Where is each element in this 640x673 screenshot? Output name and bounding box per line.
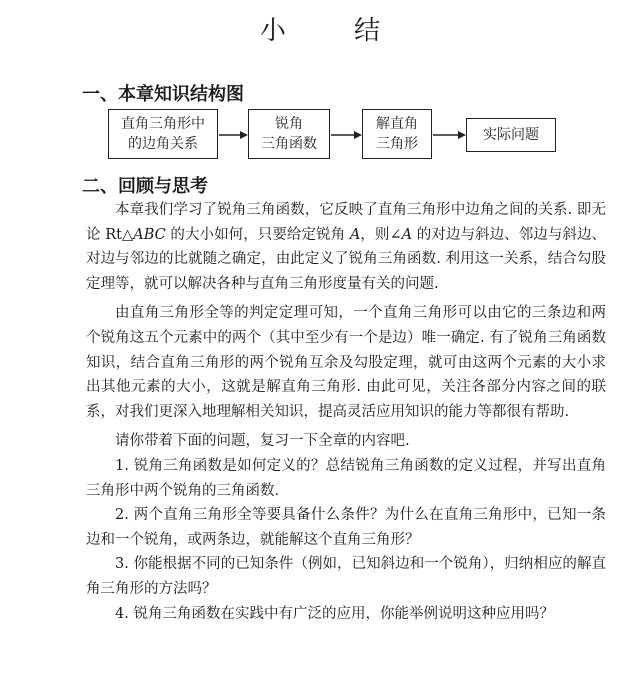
question-item: 2. 两个直角三角形全等要具备什么条件？为什么在直角三角形中，已知一条边和一个锐角，或两条边，就能解这个直角三角形？ bbox=[86, 507, 606, 548]
flow-box-line: 解直角 bbox=[376, 116, 418, 132]
flow-box-line: 直角三角形中 bbox=[121, 116, 205, 132]
math-angle-a: A bbox=[401, 226, 413, 243]
flow-box-line: 三角形 bbox=[376, 136, 418, 152]
flow-arrow bbox=[433, 130, 466, 140]
paragraph-intro bbox=[86, 198, 606, 296]
section-heading-review: 二、回顾与思考 bbox=[82, 176, 208, 197]
flow-arrow bbox=[331, 130, 362, 140]
knowledge-structure-diagram bbox=[0, 106, 640, 162]
question-item: 4. 锐角三角函数在实践中有广泛的应用，你能举例说明这种应用吗？ bbox=[115, 605, 554, 622]
flow-box-edge-angle-relation bbox=[108, 109, 218, 159]
flow-box-line: 三角函数 bbox=[261, 136, 317, 152]
flow-box-line: 的边角关系 bbox=[128, 136, 198, 152]
paragraph-congruence: 由直角三角形全等的判定定理可知，一个直角三角形可以由它的三条边和两个锐角这五个元素中的两个（其中至少有一个是边）唯一确定. 有了锐角三角函数知识，结合直角三角形的两个锐角互余及勾股定理，就可由这两个元素的大小求出其他元素的大小，这就是解直角三角形. 由此可见，关注各部分内容之间的联系，对我们更深入地理解相关知识，提高灵活应用知识的能力等都很有帮助. bbox=[86, 305, 606, 420]
flow-arrow bbox=[219, 130, 248, 140]
section-heading-structure-chart: 一、本章知识结构图 bbox=[82, 84, 244, 105]
flow-box-solve-right-triangle bbox=[362, 109, 432, 159]
text-run: ，则∠ bbox=[360, 226, 402, 243]
text-run: 的对边与斜边、邻边与斜边、对边与邻边的比就随之确定，由此定义了锐角三角函数. 利用这一关系，结合勾股定理等，就可以解决各种与直角三角形度量有关的问题. bbox=[86, 226, 607, 292]
text-run: 本章我们学习了锐角三角函数，它反映了直角三角形中边角之间的关系. 即无论 Rt△ bbox=[86, 202, 606, 243]
question-item: 1. 锐角三角函数是如何定义的？总结锐角三角函数的定义过程，并写出直角三角形中两个锐角的三角函数. bbox=[86, 457, 606, 499]
flow-box-trig-functions bbox=[248, 109, 330, 159]
math-triangle-abc: ABC bbox=[133, 226, 166, 243]
text-run: 的大小如何，只要给定锐角 bbox=[165, 226, 350, 243]
page-title: 小 结 bbox=[259, 16, 411, 46]
paragraph-review-prompt: 请你带着下面的问题，复习一下全章的内容吧. bbox=[115, 433, 410, 450]
flow-box-line: 实际问题 bbox=[483, 127, 539, 143]
review-content bbox=[86, 198, 606, 626]
flow-box-practical-problems bbox=[466, 118, 556, 152]
flow-box-line: 锐角 bbox=[275, 116, 303, 132]
question-item: 3. 你能根据不同的已知条件（例如，已知斜边和一个锐角），归纳相应的解直角三角形的方法吗？ bbox=[86, 556, 606, 597]
math-angle-a: A bbox=[349, 226, 361, 243]
